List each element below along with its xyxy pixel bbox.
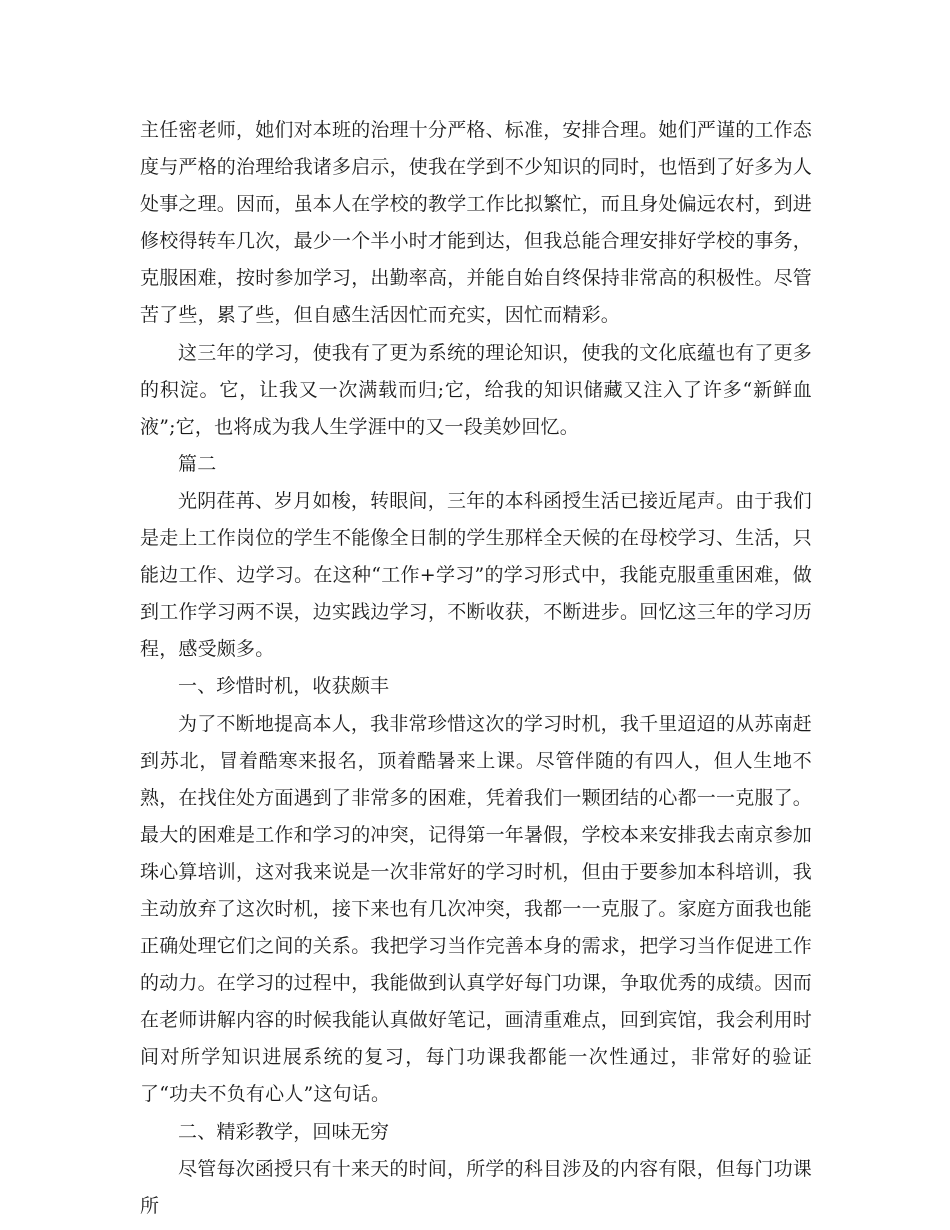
section-heading: 篇二: [178, 452, 217, 475]
paragraph: 尽管每次函授只有十来天的时间，所学的科目涉及的内容有限，但每门功课所: [140, 1157, 812, 1217]
document-body: [140, 112, 812, 1225]
section-heading: 一、珍惜时机，收获颇丰: [178, 675, 390, 698]
section-heading: 二、精彩教学，回味无穷: [178, 1120, 390, 1143]
paragraph: 这三年的学习，使我有了更为系统的理论知识，使我的文化底蕴也有了更多的积淀。它，让我又一次满载而归;它，给我的知识储藏又注入了许多“新鲜血液”;它，也将成为我人生学涯中的又一段美妙回忆。: [140, 341, 812, 438]
paragraph: 主任密老师，她们对本班的治理十分严格、标准，安排合理。她们严谨的工作态度与严格的治理给我诸多启示，使我在学到不少知识的同时，也悟到了好多为人处事之理。因而，虽本人在学校的教学工作比拟繁忙，而且身处偏远农村，到进修校得转车几次，最少一个半小时才能到达，但我总能合理安排好学校的事务，克服困难，按时参加学习，出勤率高，并能自始自终保持非常高的积极性。尽管苦了些，累了些，但自感生活因忙而充实，因忙而精彩。: [140, 119, 813, 327]
paragraph: 光阴荏苒、岁月如梭，转眼间，三年的本科函授生活已接近尾声。由于我们是走上工作岗位的学生不能像全日制的学生那样全天候的在母校学习、生活，只能边工作、边学习。在这种“工作+学习”的学习形式中，我能克服重重困难，做到工作学习两不误，边实践边学习，不断收获，不断进步。回忆这三年的学习历程，感受颇多。: [140, 489, 813, 661]
paragraph: 为了不断地提高本人，我非常珍惜这次的学习时机，我千里迢迢的从苏南赶到苏北，冒着酷寒来报名，顶着酷暑来上课。尽管伴随的有四人，但人生地不熟，在找住处方面遇到了非常多的困难，凭着我们一颗团结的心都一一克服了。最大的困难是工作和学习的冲突，记得第一年暑假，学校本来安排我去南京参加珠心算培训，这对我来说是一次非常好的学习时机，但由于要参加本科培训，我主动放弃了这次时机，接下来也有几次冲突，我都一一克服了。家庭方面我也能正确处理它们之间的关系。我把学习当作完善本身的需求，把学习当作促进工作的动力。在学习的过程中，我能做到认真学好每门功课，争取优秀的成绩。因而在老师讲解内容的时候我能认真做好笔记，画清重难点，回到宾馆，我会利用时间对所学知识进展系统的复习，每门功课我都能一次性通过，非常好的验证了“功夫不负有心人”这句话。: [140, 712, 813, 1106]
